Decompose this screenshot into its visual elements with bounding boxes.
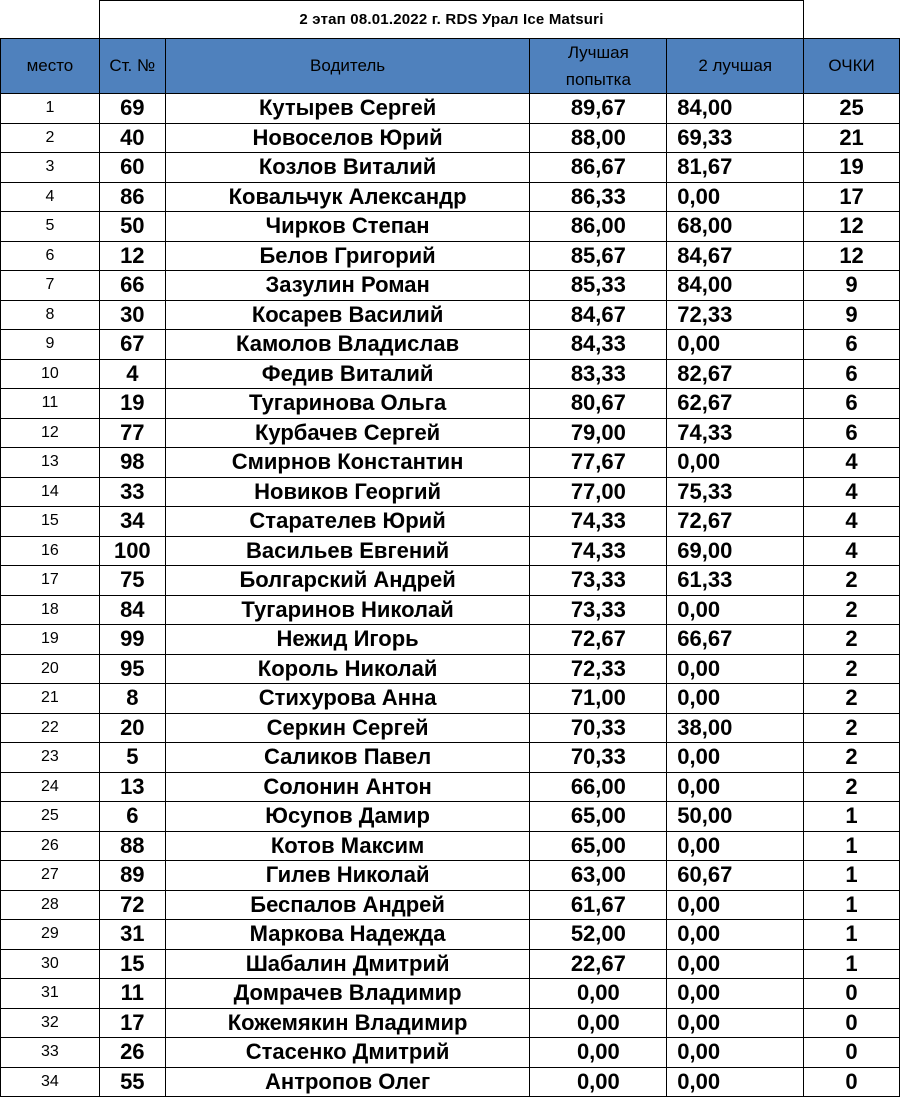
cell-best: 73,33 <box>530 595 667 625</box>
cell-number: 99 <box>99 625 165 655</box>
cell-driver: Домрачев Владимир <box>165 979 530 1009</box>
cell-points: 0 <box>804 979 900 1009</box>
cell-points: 2 <box>804 743 900 773</box>
cell-driver: Ковальчук Александр <box>165 182 530 212</box>
cell-points: 6 <box>804 418 900 448</box>
cell-number: 86 <box>99 182 165 212</box>
cell-driver: Нежид Игорь <box>165 625 530 655</box>
table-row <box>1 772 900 802</box>
cell-number: 12 <box>99 241 165 271</box>
cell-driver: Новиков Георгий <box>165 477 530 507</box>
cell-number: 95 <box>99 654 165 684</box>
cell-best: 61,67 <box>530 890 667 920</box>
cell-driver: Юсупов Дамир <box>165 802 530 832</box>
cell-place: 32 <box>1 1008 100 1038</box>
cell-points: 2 <box>804 684 900 714</box>
cell-driver: Тугаринова Ольга <box>165 389 530 419</box>
cell-second: 81,67 <box>667 153 804 183</box>
cell-points: 21 <box>804 123 900 153</box>
cell-place: 12 <box>1 418 100 448</box>
cell-number: 5 <box>99 743 165 773</box>
table-row <box>1 831 900 861</box>
cell-best: 79,00 <box>530 418 667 448</box>
cell-points: 4 <box>804 448 900 478</box>
cell-driver: Маркова Надежда <box>165 920 530 950</box>
table-row <box>1 536 900 566</box>
cell-place: 7 <box>1 271 100 301</box>
cell-best: 0,00 <box>530 979 667 1009</box>
cell-second: 0,00 <box>667 330 804 360</box>
cell-driver: Старателев Юрий <box>165 507 530 537</box>
cell-place: 22 <box>1 713 100 743</box>
cell-best: 73,33 <box>530 566 667 596</box>
cell-number: 60 <box>99 153 165 183</box>
cell-place: 13 <box>1 448 100 478</box>
cell-number: 33 <box>99 477 165 507</box>
cell-driver: Камолов Владислав <box>165 330 530 360</box>
cell-place: 28 <box>1 890 100 920</box>
cell-best: 86,67 <box>530 153 667 183</box>
cell-best: 63,00 <box>530 861 667 891</box>
table-row <box>1 330 900 360</box>
cell-best: 74,33 <box>530 507 667 537</box>
table-row <box>1 212 900 242</box>
cell-driver: Смирнов Константин <box>165 448 530 478</box>
cell-number: 88 <box>99 831 165 861</box>
header-points: ОЧКИ <box>804 39 900 94</box>
cell-place: 15 <box>1 507 100 537</box>
table-row <box>1 625 900 655</box>
cell-number: 77 <box>99 418 165 448</box>
cell-driver: Козлов Виталий <box>165 153 530 183</box>
cell-driver: Белов Григорий <box>165 241 530 271</box>
table-row <box>1 507 900 537</box>
title-row <box>1 1 900 39</box>
cell-number: 8 <box>99 684 165 714</box>
cell-points: 2 <box>804 625 900 655</box>
table-row <box>1 123 900 153</box>
cell-points: 2 <box>804 654 900 684</box>
cell-second: 0,00 <box>667 772 804 802</box>
cell-second: 50,00 <box>667 802 804 832</box>
cell-points: 1 <box>804 920 900 950</box>
cell-second: 72,33 <box>667 300 804 330</box>
table-row <box>1 271 900 301</box>
cell-place: 19 <box>1 625 100 655</box>
cell-points: 0 <box>804 1067 900 1097</box>
cell-best: 65,00 <box>530 831 667 861</box>
cell-number: 100 <box>99 536 165 566</box>
cell-number: 67 <box>99 330 165 360</box>
cell-place: 3 <box>1 153 100 183</box>
cell-points: 9 <box>804 300 900 330</box>
table-row <box>1 595 900 625</box>
cell-second: 0,00 <box>667 182 804 212</box>
table-row <box>1 684 900 714</box>
cell-number: 26 <box>99 1038 165 1068</box>
table-row <box>1 861 900 891</box>
table-title: 2 этап 08.01.2022 г. RDS Урал Ice Matsuri <box>99 1 803 39</box>
cell-number: 75 <box>99 566 165 596</box>
cell-driver: Федив Виталий <box>165 359 530 389</box>
cell-driver: Кутырев Сергей <box>165 94 530 124</box>
cell-place: 10 <box>1 359 100 389</box>
table-row <box>1 949 900 979</box>
cell-second: 84,67 <box>667 241 804 271</box>
cell-number: 17 <box>99 1008 165 1038</box>
cell-points: 4 <box>804 477 900 507</box>
cell-driver: Косарев Василий <box>165 300 530 330</box>
table-row <box>1 1038 900 1068</box>
cell-best: 77,67 <box>530 448 667 478</box>
cell-points: 1 <box>804 890 900 920</box>
header-second: 2 лучшая <box>667 39 804 94</box>
cell-second: 84,00 <box>667 271 804 301</box>
cell-second: 0,00 <box>667 890 804 920</box>
cell-driver: Стасенко Дмитрий <box>165 1038 530 1068</box>
cell-second: 38,00 <box>667 713 804 743</box>
cell-second: 84,00 <box>667 94 804 124</box>
cell-number: 89 <box>99 861 165 891</box>
cell-driver: Курбачев Сергей <box>165 418 530 448</box>
cell-points: 25 <box>804 94 900 124</box>
cell-driver: Новоселов Юрий <box>165 123 530 153</box>
cell-second: 62,67 <box>667 389 804 419</box>
cell-second: 68,00 <box>667 212 804 242</box>
cell-place: 30 <box>1 949 100 979</box>
cell-place: 5 <box>1 212 100 242</box>
cell-best: 22,67 <box>530 949 667 979</box>
cell-points: 1 <box>804 802 900 832</box>
cell-place: 4 <box>1 182 100 212</box>
cell-driver: Серкин Сергей <box>165 713 530 743</box>
cell-best: 80,67 <box>530 389 667 419</box>
cell-points: 0 <box>804 1008 900 1038</box>
cell-points: 2 <box>804 772 900 802</box>
table-row <box>1 1008 900 1038</box>
cell-number: 11 <box>99 979 165 1009</box>
cell-driver: Кожемякин Владимир <box>165 1008 530 1038</box>
cell-best: 0,00 <box>530 1008 667 1038</box>
table-row <box>1 477 900 507</box>
cell-number: 34 <box>99 507 165 537</box>
cell-second: 0,00 <box>667 1008 804 1038</box>
cell-number: 6 <box>99 802 165 832</box>
cell-place: 14 <box>1 477 100 507</box>
table-row <box>1 359 900 389</box>
table-row <box>1 418 900 448</box>
cell-best: 88,00 <box>530 123 667 153</box>
cell-number: 98 <box>99 448 165 478</box>
cell-place: 21 <box>1 684 100 714</box>
cell-driver: Саликов Павел <box>165 743 530 773</box>
cell-second: 61,33 <box>667 566 804 596</box>
cell-number: 19 <box>99 389 165 419</box>
cell-place: 25 <box>1 802 100 832</box>
cell-second: 0,00 <box>667 979 804 1009</box>
cell-number: 55 <box>99 1067 165 1097</box>
cell-second: 60,67 <box>667 861 804 891</box>
cell-driver: Король Николай <box>165 654 530 684</box>
table-row <box>1 890 900 920</box>
cell-place: 16 <box>1 536 100 566</box>
title-spacer-right <box>804 1 900 39</box>
cell-driver: Гилев Николай <box>165 861 530 891</box>
cell-place: 20 <box>1 654 100 684</box>
cell-best: 72,67 <box>530 625 667 655</box>
cell-best: 86,00 <box>530 212 667 242</box>
cell-points: 17 <box>804 182 900 212</box>
header-row <box>1 39 900 94</box>
cell-number: 69 <box>99 94 165 124</box>
table-row <box>1 389 900 419</box>
cell-driver: Котов Максим <box>165 831 530 861</box>
header-best-label: Лучшая попытка <box>565 43 631 89</box>
header-best <box>530 39 667 94</box>
cell-best: 0,00 <box>530 1038 667 1068</box>
table-row <box>1 153 900 183</box>
cell-driver: Стихурова Анна <box>165 684 530 714</box>
cell-number: 20 <box>99 713 165 743</box>
cell-second: 82,67 <box>667 359 804 389</box>
cell-second: 72,67 <box>667 507 804 537</box>
cell-number: 40 <box>99 123 165 153</box>
table-row <box>1 448 900 478</box>
table-row <box>1 1067 900 1097</box>
cell-best: 66,00 <box>530 772 667 802</box>
cell-driver: Беспалов Андрей <box>165 890 530 920</box>
cell-second: 0,00 <box>667 949 804 979</box>
table-row <box>1 300 900 330</box>
table-row <box>1 654 900 684</box>
cell-number: 4 <box>99 359 165 389</box>
cell-second: 0,00 <box>667 743 804 773</box>
table-row <box>1 713 900 743</box>
cell-best: 86,33 <box>530 182 667 212</box>
cell-best: 72,33 <box>530 654 667 684</box>
cell-points: 1 <box>804 861 900 891</box>
cell-place: 2 <box>1 123 100 153</box>
cell-second: 0,00 <box>667 654 804 684</box>
cell-points: 2 <box>804 566 900 596</box>
table-row <box>1 94 900 124</box>
cell-driver: Чирков Степан <box>165 212 530 242</box>
cell-number: 72 <box>99 890 165 920</box>
cell-second: 0,00 <box>667 684 804 714</box>
cell-number: 66 <box>99 271 165 301</box>
title-spacer-left <box>1 1 100 39</box>
cell-points: 2 <box>804 595 900 625</box>
cell-place: 18 <box>1 595 100 625</box>
cell-place: 29 <box>1 920 100 950</box>
cell-points: 9 <box>804 271 900 301</box>
cell-best: 71,00 <box>530 684 667 714</box>
cell-place: 11 <box>1 389 100 419</box>
cell-best: 84,67 <box>530 300 667 330</box>
cell-driver: Солонин Антон <box>165 772 530 802</box>
cell-best: 74,33 <box>530 536 667 566</box>
cell-driver: Антропов Олег <box>165 1067 530 1097</box>
cell-best: 70,33 <box>530 743 667 773</box>
cell-second: 0,00 <box>667 920 804 950</box>
cell-best: 85,33 <box>530 271 667 301</box>
cell-best: 85,67 <box>530 241 667 271</box>
cell-best: 52,00 <box>530 920 667 950</box>
table-row <box>1 743 900 773</box>
cell-place: 8 <box>1 300 100 330</box>
cell-place: 33 <box>1 1038 100 1068</box>
table-row <box>1 802 900 832</box>
cell-driver: Васильев Евгений <box>165 536 530 566</box>
table-row <box>1 920 900 950</box>
cell-place: 31 <box>1 979 100 1009</box>
cell-points: 4 <box>804 507 900 537</box>
cell-place: 26 <box>1 831 100 861</box>
cell-second: 0,00 <box>667 1067 804 1097</box>
cell-points: 1 <box>804 949 900 979</box>
cell-place: 24 <box>1 772 100 802</box>
cell-place: 6 <box>1 241 100 271</box>
cell-points: 2 <box>804 713 900 743</box>
cell-second: 0,00 <box>667 595 804 625</box>
cell-second: 66,67 <box>667 625 804 655</box>
cell-number: 15 <box>99 949 165 979</box>
table-row <box>1 241 900 271</box>
cell-best: 70,33 <box>530 713 667 743</box>
cell-place: 23 <box>1 743 100 773</box>
cell-points: 1 <box>804 831 900 861</box>
header-place: место <box>1 39 100 94</box>
cell-driver: Зазулин Роман <box>165 271 530 301</box>
cell-second: 75,33 <box>667 477 804 507</box>
cell-driver: Тугаринов Николай <box>165 595 530 625</box>
cell-points: 19 <box>804 153 900 183</box>
table-row <box>1 182 900 212</box>
cell-place: 17 <box>1 566 100 596</box>
cell-second: 0,00 <box>667 448 804 478</box>
cell-place: 1 <box>1 94 100 124</box>
cell-points: 4 <box>804 536 900 566</box>
cell-points: 6 <box>804 389 900 419</box>
cell-number: 13 <box>99 772 165 802</box>
cell-number: 50 <box>99 212 165 242</box>
cell-points: 0 <box>804 1038 900 1068</box>
cell-second: 69,00 <box>667 536 804 566</box>
cell-place: 27 <box>1 861 100 891</box>
cell-driver: Болгарский Андрей <box>165 566 530 596</box>
cell-points: 6 <box>804 330 900 360</box>
cell-best: 89,67 <box>530 94 667 124</box>
cell-number: 31 <box>99 920 165 950</box>
cell-place: 9 <box>1 330 100 360</box>
cell-second: 0,00 <box>667 831 804 861</box>
header-number: Ст. № <box>99 39 165 94</box>
cell-best: 77,00 <box>530 477 667 507</box>
cell-second: 69,33 <box>667 123 804 153</box>
cell-points: 6 <box>804 359 900 389</box>
cell-number: 84 <box>99 595 165 625</box>
cell-second: 0,00 <box>667 1038 804 1068</box>
header-driver: Водитель <box>165 39 530 94</box>
cell-best: 84,33 <box>530 330 667 360</box>
cell-best: 83,33 <box>530 359 667 389</box>
table-row <box>1 979 900 1009</box>
cell-place: 34 <box>1 1067 100 1097</box>
cell-second: 74,33 <box>667 418 804 448</box>
cell-number: 30 <box>99 300 165 330</box>
cell-points: 12 <box>804 212 900 242</box>
cell-best: 0,00 <box>530 1067 667 1097</box>
cell-driver: Шабалин Дмитрий <box>165 949 530 979</box>
table-row <box>1 566 900 596</box>
cell-points: 12 <box>804 241 900 271</box>
cell-best: 65,00 <box>530 802 667 832</box>
